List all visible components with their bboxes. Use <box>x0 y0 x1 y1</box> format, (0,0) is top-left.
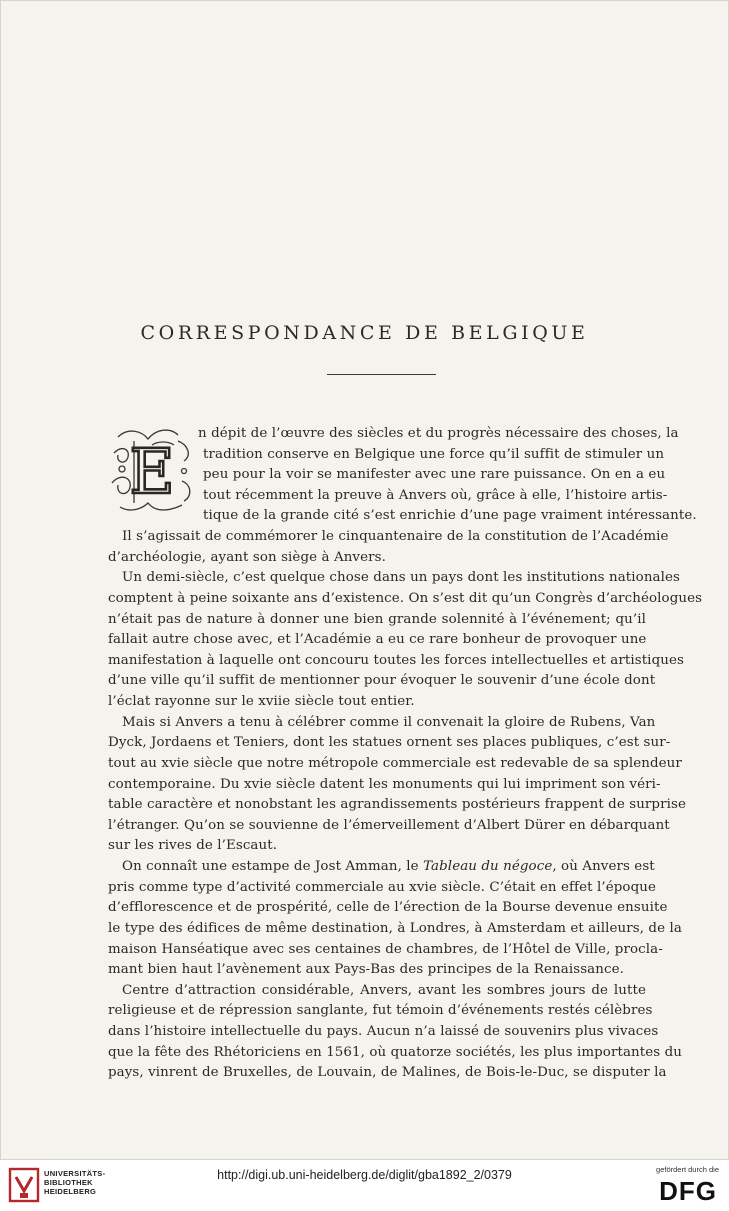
text-line <box>108 775 661 795</box>
line-text: , où Anvers est <box>552 859 655 874</box>
line-text: l’éclat rayonne sur le xviie siècle tout entier. <box>108 694 415 709</box>
line-text: sur les rives de l’Escaut. <box>108 838 278 853</box>
text-line <box>108 733 671 753</box>
line-text: que la fête des Rhétoriciens en 1561, où quatorze sociétés, les plus importantes du <box>108 1045 682 1060</box>
line-text: pris comme type d’activité commerciale au xvie siècle. C’était en effet l’époque <box>108 880 656 895</box>
text-line <box>108 919 682 939</box>
text-line <box>122 981 646 1001</box>
text-line <box>108 754 682 774</box>
line-text: table caractère et nonobstant les agrandissements postérieurs frappent de surprise <box>108 797 686 812</box>
line-text: Dyck, Jordaens et Teniers, dont les statues ornent ses places publiques, c’est sur- <box>108 735 671 750</box>
text-line <box>203 445 665 465</box>
line-text: tique de la grande cité s’est enrichie d’une page vraiment intéressante. <box>203 508 697 523</box>
line-text: On connaît une estampe de Jost Amman, le <box>122 859 424 874</box>
line-text: contemporaine. Du xvie siècle datent les monuments qui lui impriment son véri- <box>108 777 661 792</box>
text-line <box>108 630 646 650</box>
line-text: religieuse et de répression sanglante, fut témoin d’événements restés célèbres <box>108 1003 653 1018</box>
text-line <box>108 651 684 671</box>
page-title: CORRESPONDANCE DE BELGIQUE <box>140 322 589 344</box>
line-text: peu pour la voir se manifester avec une rare puissance. On en a eu <box>203 467 666 482</box>
line-text: tradition conserve en Belgique une force qu’il suffit de stimuler un <box>203 447 665 462</box>
line-text: pays, vinrent de Bruxelles, de Louvain, de Malines, de Bois-le-Duc, se disputer la <box>108 1065 667 1080</box>
line-text: le type des édifices de même destination, à Londres, à Amsterdam et ailleurs, de la <box>108 921 682 936</box>
dfg-logo: DFG <box>659 1176 717 1206</box>
library-line: HEIDELBERG <box>44 1187 97 1196</box>
dropcap-letter: E <box>129 435 175 508</box>
text-line <box>108 1001 653 1021</box>
line-text: Centre d’attraction considérable, Anvers, avant les sombres jours de lutte <box>122 983 646 998</box>
text-line <box>108 816 670 836</box>
text-line <box>198 424 679 444</box>
text-line <box>108 898 668 918</box>
funded-by-label: gefördert durch die <box>656 1165 719 1174</box>
library-line: BIBLIOTHEK <box>44 1178 93 1187</box>
title-divider <box>327 374 436 375</box>
text-line <box>203 506 697 526</box>
line-text: Mais si Anvers a tenu à célébrer comme il convenait la gloire de Rubens, Van <box>122 715 656 730</box>
text-line <box>108 610 646 630</box>
line-text: tout au xvie siècle que notre métropole commerciale est redevable de sa splendeur <box>108 756 682 771</box>
text-line <box>108 1063 667 1083</box>
text-line <box>108 671 656 691</box>
text-line <box>108 1043 682 1063</box>
library-line: UNIVERSITÄTS- <box>44 1169 106 1178</box>
text-line <box>108 589 703 609</box>
italic-title: Tableau du négoce <box>423 859 553 874</box>
text-line <box>122 713 656 733</box>
line-text: l’étranger. Qu’on se souvienne de l’émerveillement d’Albert Dürer en débarquant <box>108 818 670 833</box>
line-text: d’archéologie, ayant son siège à Anvers. <box>108 550 386 565</box>
line-text: comptent à peine soixante ans d’existence. On s’est dit qu’un Congrès d’archéologues <box>108 591 703 606</box>
line-text: mant bien haut l’avènement aux Pays-Bas des principes de la Renaissance. <box>108 962 624 977</box>
source-url-link[interactable]: http://digi.ub.uni-heidelberg.de/diglit/gba1892_2/0379 <box>217 1168 512 1182</box>
text-line <box>122 527 669 547</box>
text-line <box>108 692 646 712</box>
line-text: fallait autre chose avec, et l’Académie a eu ce rare bonheur de provoquer une <box>108 632 647 647</box>
line-text: Il s’agissait de commémorer le cinquantenaire de la constitution de l’Académie <box>122 529 669 544</box>
text-line <box>108 836 646 856</box>
text-line <box>108 878 656 898</box>
ornamental-dropcap <box>108 423 196 515</box>
line-text: maison Hanséatique avec ses centaines de chambres, de l’Hôtel de Ville, procla- <box>108 942 663 957</box>
line-text: d’une ville qu’il suffit de mentionner pour évoquer le souvenir d’une école dont <box>108 673 656 688</box>
text-line <box>108 795 686 815</box>
text-line <box>108 960 646 980</box>
line-text: n’était pas de nature à donner une bien grande solennité à l’événement; qu’il <box>108 612 646 627</box>
text-line <box>203 486 668 506</box>
line-text: d’efflorescence et de prospérité, celle de l’érection de la Bourse devenue ensuite <box>108 900 668 915</box>
text-line <box>203 465 666 485</box>
text-line <box>122 568 681 588</box>
text-line <box>108 940 663 960</box>
text-line <box>108 1022 659 1042</box>
line-text: n dépit de l’œuvre des siècles et du progrès nécessaire des choses, la <box>198 426 679 441</box>
line-text: Un demi-siècle, c’est quelque chose dans un pays dont les institutions nationales <box>122 570 681 585</box>
text-line <box>122 857 655 877</box>
text-line <box>108 548 646 568</box>
line-text: manifestation à laquelle ont concouru toutes les forces intellectuelles et artistiques <box>108 653 684 668</box>
line-text: dans l’histoire intellectuelle du pays. Aucun n’a laissé de souvenirs plus vivaces <box>108 1024 659 1039</box>
line-text: tout récemment la preuve à Anvers où, grâce à elle, l’histoire artis- <box>203 488 668 503</box>
